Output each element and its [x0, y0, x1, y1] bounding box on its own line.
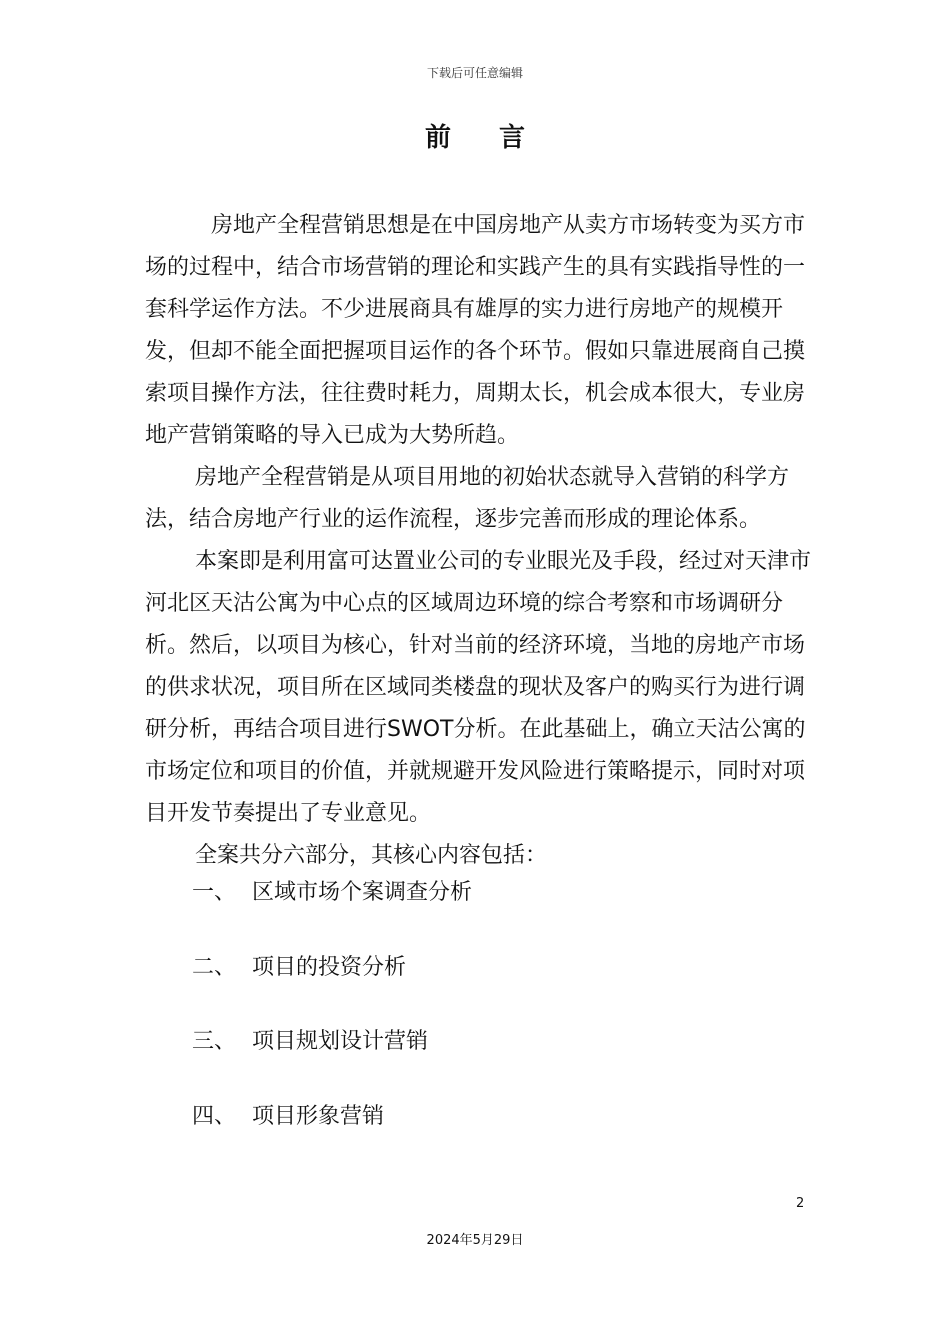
list-item	[192, 1096, 472, 1171]
paragraph-text: 房地产全程营销是从项目用地的初始状态就导入营销的科学方法，结合房地产行业的运作流程，逐步完善而形成的理论体系。	[145, 465, 790, 532]
section-list	[192, 872, 472, 1170]
list-number: 三、	[192, 1029, 237, 1054]
list-item	[192, 947, 472, 1022]
paragraph-4	[145, 835, 815, 877]
page-footer-date: 2024年5月29日	[426, 1233, 524, 1248]
page-header: 下载后可任意编辑	[426, 66, 523, 80]
paragraph-1	[145, 205, 815, 457]
paragraph-2	[145, 457, 815, 541]
list-number: 四、	[192, 1103, 237, 1129]
list-number: 一、	[192, 880, 237, 905]
title-char-2: 言	[499, 123, 526, 153]
page-number: 2	[796, 1196, 805, 1211]
paragraph-3	[145, 541, 815, 835]
list-text: 项目的投资分析	[252, 954, 407, 980]
paragraph-text: 房地产全程营销思想是在中国房地产从卖方市场转变为买方市场的过程中，结合市场营销的理论和实践产生的具有实践指导性的一套科学运作方法。不少进展商具有雄厚的实力进行房地产的规模开发，但却不能全面把握项目运作的各个环节。假如只靠进展商自己摸索项目操作方法，往往费时耗力，周期太长，机会成本很大，专业房地产营销策略的导入已成为大势所趋。	[145, 213, 806, 448]
list-text: 项目形象营销	[252, 1103, 385, 1129]
paragraph-text: 全案共分六部分，其核心内容包括：	[195, 843, 548, 868]
page-title	[0, 117, 950, 154]
list-number: 二、	[192, 954, 237, 980]
title-char-1: 前	[424, 123, 451, 153]
paragraph-text: 本案即是利用富可达置业公司的专业眼光及手段，经过对天津市河北区天沽公寓为中心点的区域周边环境的综合考察和市场调研分析。然后，以项目为核心，针对当前的经济环境，当地的房地产市场的供求状况，项目所在区域同类楼盘的现状及客户的购买行为进行调研分析，再结合项目进行SWOT分析。在此基础上，确立天沽公寓的市场定位和项目的价值，并就规避开发风险进行策略提示，同时对项目开发节奏提出了专业意见。	[145, 549, 812, 826]
list-text: 区域市场个案调查分析	[252, 880, 473, 905]
body-text	[145, 205, 815, 877]
list-text: 项目规划设计营销	[252, 1029, 429, 1054]
list-item	[192, 1021, 472, 1096]
list-item	[192, 872, 472, 947]
